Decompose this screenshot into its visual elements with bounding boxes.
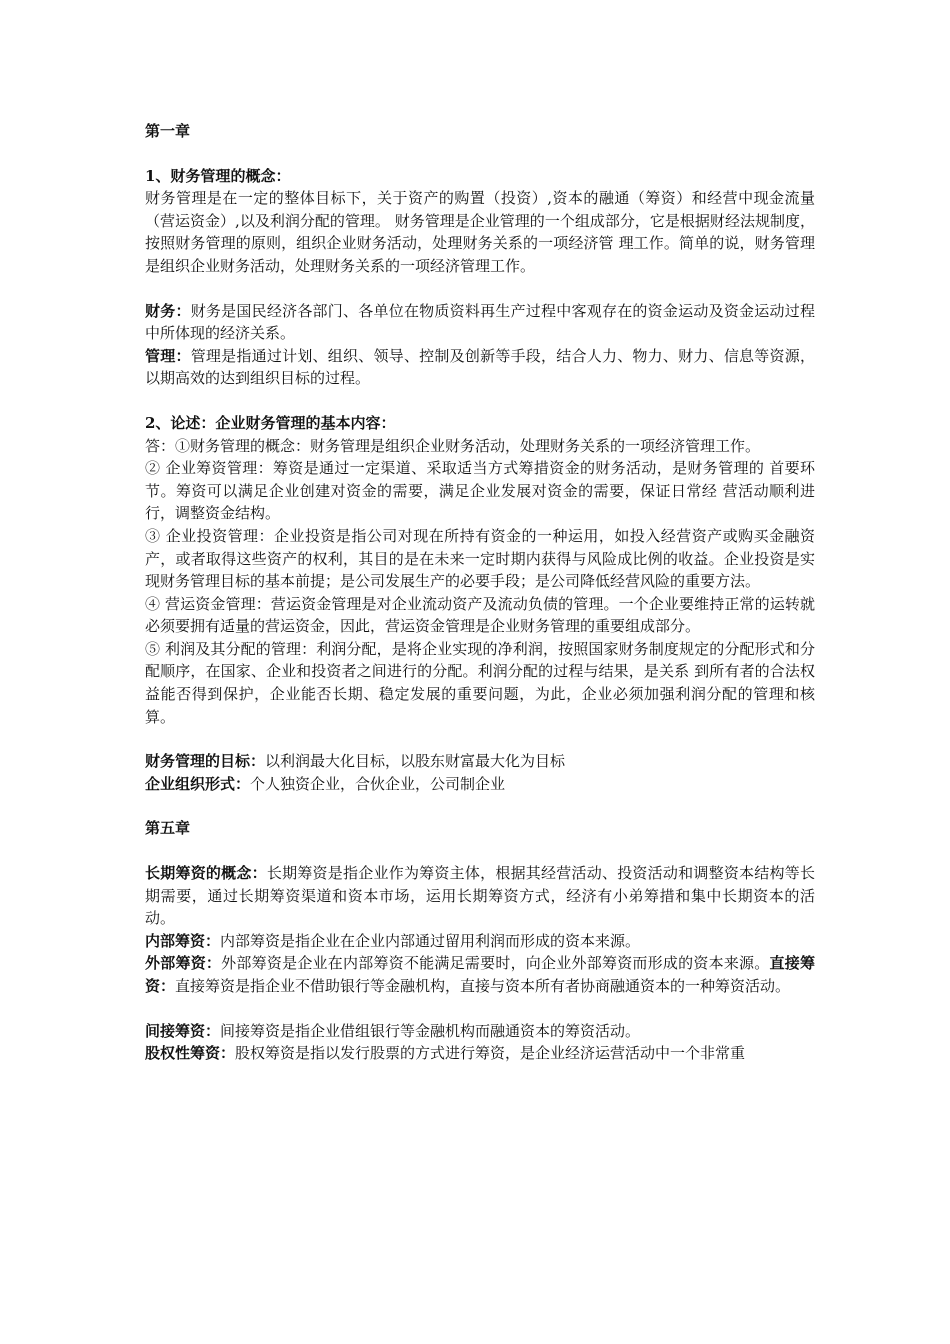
chapter-5-title: 第五章 — [145, 819, 191, 838]
indirect-text: 间接筹资是指企业借组银行等金融机构而融通资本的筹资活动。 — [220, 1021, 641, 1040]
external-label: 外部筹资： — [145, 954, 222, 973]
goal-definition — [145, 750, 815, 773]
equity-label: 股权性筹资： — [145, 1044, 236, 1063]
answer-item-5: ⑤ 利润及其分配的管理：利润分配，是将企业实现的净利润，按照国家财务制度规定的分配形式和分配顺序，在国家、企业和投资者之间进行的分配。利润分配的过程与结果，是关系 到所有者的合法权益能否得到保护，企业能否长期、稳定发展的重要问题，为此，企业必须加强利润分配的管理和核算。 — [145, 639, 815, 726]
management-text: 管理是指通过计划、组织、领导、控制及创新等手段，结合人力、物力、财力、信息等资源，以期高效的达到组织目标的过程。 — [145, 346, 815, 388]
internal-definition — [145, 930, 815, 953]
equity-definition — [145, 1042, 815, 1065]
external-direct-definition — [145, 952, 815, 997]
chapter-1-title: 第一章 — [145, 122, 191, 140]
long-term-text: 长期筹资是指企业作为筹资主体，根据其经营活动、投资活动和调整资本结构等长期需要，通过长期筹资渠道和资本市场，运用长期筹资方式，经济有小弟筹措和集中长期资本的活动。 — [145, 864, 815, 928]
direct-text: 直接筹资是指企业不借助银行等金融机构，直接与资本所有者协商融通资本的一种筹资活动。 — [175, 977, 791, 995]
management-definition — [145, 345, 815, 390]
answer-item-4: ④ 营运资金管理：营运资金管理是对企业流动资产及流动负债的管理。一个企业要维持正常的运转就必须要拥有适量的营运资金，因此，营运资金管理是企业财务管理的重要组成部分。 — [145, 594, 815, 636]
finance-text: 财务是国民经济各部门、各单位在物质资料再生产过程中客观存在的资金运动及资金运动过程中所体现的经济关系。 — [145, 301, 815, 343]
finance-label: 财务： — [145, 301, 191, 320]
management-label: 管理： — [145, 346, 191, 365]
goal-label: 财务管理的目标： — [145, 752, 266, 771]
concept-heading: 1、财务管理的概念： — [145, 166, 291, 185]
document-page — [145, 120, 815, 1065]
content-heading: 2、论述：企业财务管理的基本内容： — [145, 413, 396, 432]
internal-text: 内部筹资是指企业在企业内部通过留用利润而形成的资本来源。 — [220, 931, 641, 950]
finance-definition — [145, 300, 815, 345]
long-term-definition — [145, 862, 815, 930]
org-text: 个人独资企业，合伙企业，公司制企业 — [250, 774, 506, 793]
goal-text: 以利润最大化目标，以股东财富最大化为目标 — [265, 752, 566, 771]
internal-label: 内部筹资： — [145, 931, 221, 950]
concept-paragraph: 财务管理是在一定的整体目标下，关于资产的购置（投资）,资本的融通（筹资）和经营中现金流量（营运资金）,以及利润分配的管理。 财务管理是企业管理的一个组成部分，它是根据财经法规制度，按照财务管理的原则，组织企业财务活动，处理财务关系的一项经济管 理工作。简单的说，财务管理是组织企业财务活动，处理财务关系的一项经济管理工作。 — [145, 189, 815, 275]
long-term-label: 长期筹资的概念： — [145, 864, 267, 883]
indirect-definition — [145, 1020, 815, 1043]
direct-label: 直接筹资： — [145, 954, 815, 995]
indirect-label: 间接筹资： — [145, 1021, 221, 1040]
answer-item-2: ② 企业筹资管理：筹资是通过一定渠道、采取适当方式筹措资金的财务活动，是财务管理的 首要环节。筹资可以满足企业创建对资金的需要，满足企业发展对资金的需要，保证日常经 营活动顺利进行，调整资金结构。 — [145, 459, 815, 523]
external-text: 外部筹资是企业在内部筹资不能满足需要时，向企业外部筹资而形成的资本来源。 — [221, 954, 770, 973]
answer-item-3: ③ 企业投资管理：企业投资是指公司对现在所持有资金的一种运用，如投入经营资产或购买金融资产，或者取得这些资产的权利，其目的是在未来一定时期内获得与风险成比例的收益。企业投资是实现财务管理目标的基本前提；是公司发展生产的必要手段；是公司降低经营风险的重要方法。 — [145, 526, 815, 591]
answer-item-1: 答：①财务管理的概念：财务管理是组织企业财务活动，处理财务关系的一项经济管理工作。 — [145, 436, 761, 455]
org-definition — [145, 773, 815, 796]
equity-text: 股权筹资是指以发行股票的方式进行筹资，是企业经济运营活动中一个非常重 — [235, 1044, 746, 1063]
org-label: 企业组织形式： — [145, 774, 251, 793]
